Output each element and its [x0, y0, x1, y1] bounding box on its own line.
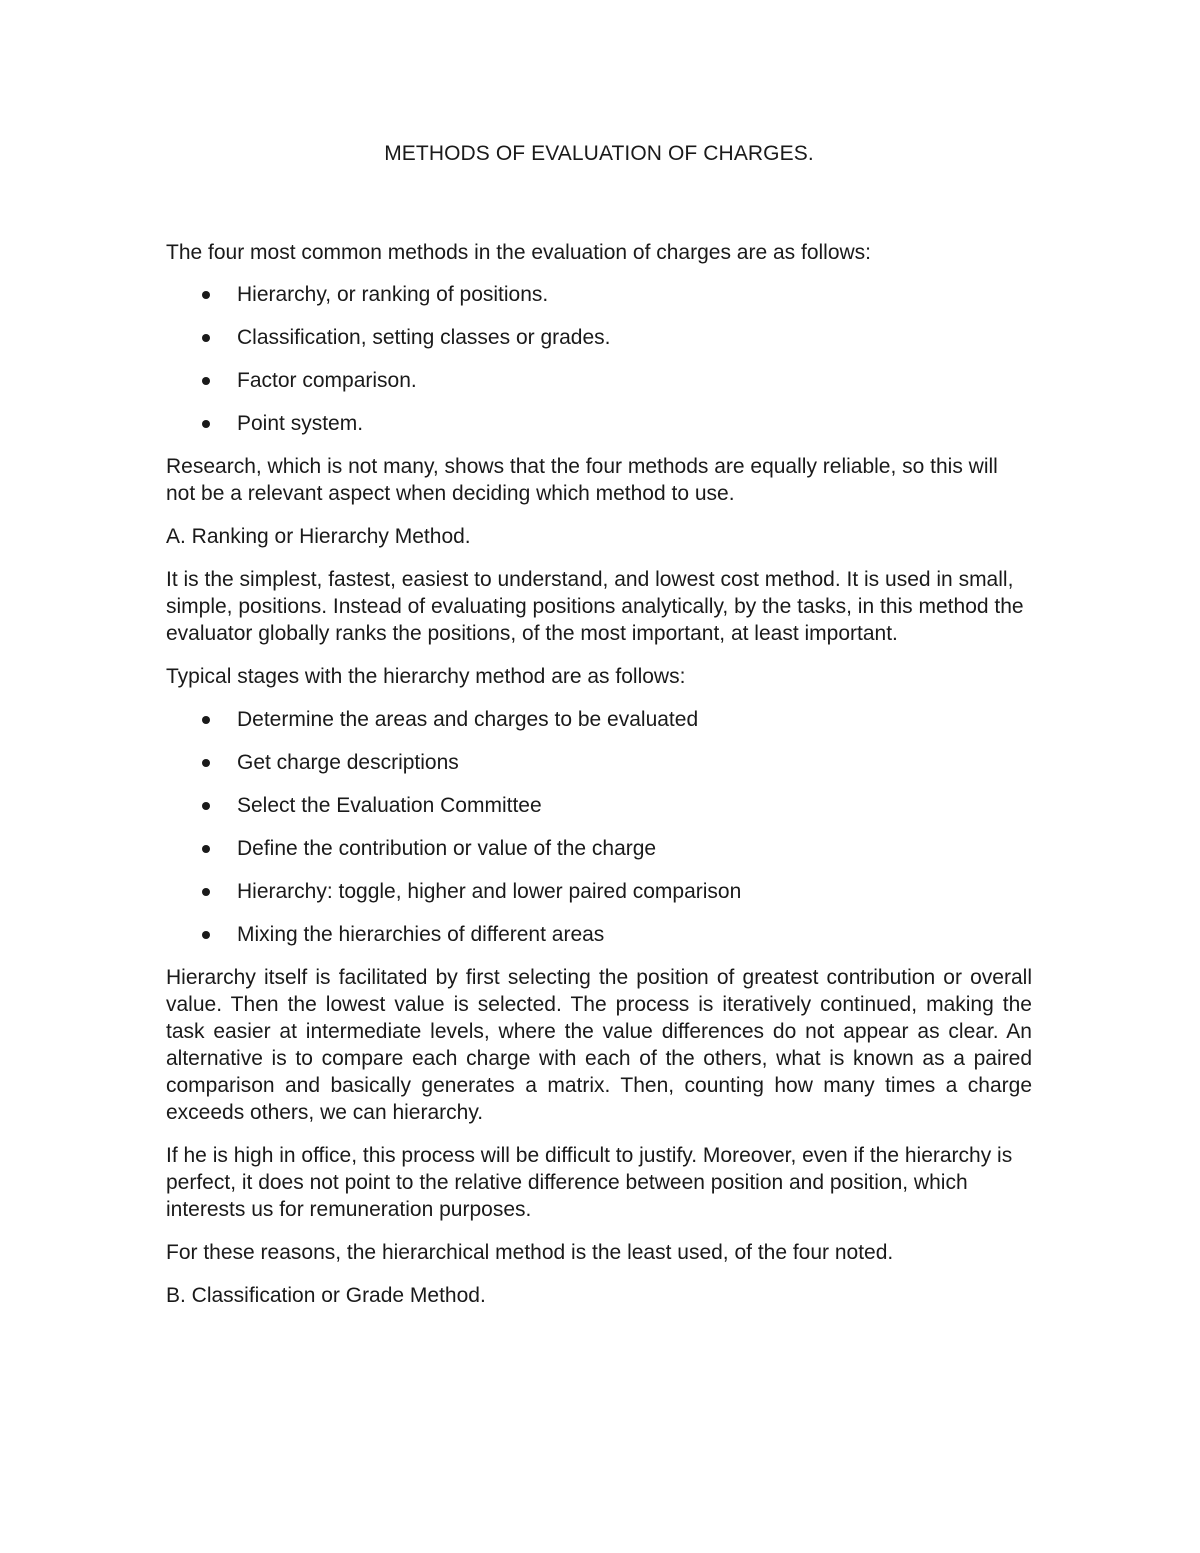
- bullet-icon: [202, 759, 210, 767]
- section-b-heading: B. Classification or Grade Method.: [166, 1284, 486, 1307]
- bullet-icon: [202, 845, 210, 853]
- list-item: [166, 835, 1032, 862]
- list-item: [166, 410, 1032, 437]
- section-a-paragraph: It is the simplest, fastest, easiest to understand, and lowest cost method. It is used in small, simple, positions. Instead of evaluating positions analytically, by the tasks, in this method the evaluator globally ranks the positions, of the most important, at least important.: [166, 568, 1024, 645]
- list-item-text: Hierarchy: toggle, higher and lower paired comparison: [237, 880, 742, 903]
- list-item-text: Define the contribution or value of the charge: [237, 837, 657, 860]
- list-item-text: Select the Evaluation Committee: [237, 794, 542, 817]
- document-page: [166, 140, 1032, 1325]
- list-item-text: Point system.: [237, 412, 364, 435]
- list-item-text: Classification, setting classes or grades.: [237, 326, 611, 349]
- stages-intro: Typical stages with the hierarchy method are as follows:: [166, 665, 686, 688]
- list-item: [166, 792, 1032, 819]
- list-item: [166, 878, 1032, 905]
- bullet-icon: [202, 420, 210, 428]
- list-item: [166, 749, 1032, 776]
- bullet-icon: [202, 888, 210, 896]
- list-item-text: Determine the areas and charges to be evaluated: [237, 708, 699, 731]
- methods-list: [166, 281, 1032, 437]
- bullet-icon: [202, 931, 210, 939]
- document-title: METHODS OF EVALUATION OF CHARGES.: [384, 142, 814, 165]
- list-item: [166, 367, 1032, 394]
- office-paragraph: If he is high in office, this process will be difficult to justify. Moreover, even if the hierarchy is perfect, it does not point to the relative difference between position and position, which interests us for remuneration purposes.: [166, 1144, 1013, 1221]
- bullet-icon: [202, 291, 210, 299]
- research-paragraph: Research, which is not many, shows that the four methods are equally reliable, so this will not be a relevant aspect when deciding which method to use.: [166, 455, 998, 505]
- list-item: [166, 706, 1032, 733]
- list-item-text: Hierarchy, or ranking of positions.: [237, 283, 549, 306]
- bullet-icon: [202, 802, 210, 810]
- stages-list: [166, 706, 1032, 948]
- list-item-text: Get charge descriptions: [237, 751, 459, 774]
- reasons-paragraph: For these reasons, the hierarchical method is the least used, of the four noted.: [166, 1241, 894, 1264]
- list-item-text: Mixing the hierarchies of different areas: [237, 923, 605, 946]
- intro-paragraph: The four most common methods in the evaluation of charges are as follows:: [166, 241, 872, 264]
- hierarchy-paragraph: Hierarchy itself is facilitated by first selecting the position of greatest contribution or overall value. Then the lowest value is selected. The process is iteratively continued, making the task easier at intermediate levels, where the value differences do not appear as clear. An alternative is to compare each charge with each of the others, what is known as a paired comparison and basically generates a matrix. Then, counting how many times a charge exceeds others, we can hierarchy.: [166, 966, 1032, 1124]
- list-item: [166, 921, 1032, 948]
- list-item-text: Factor comparison.: [237, 369, 417, 392]
- bullet-icon: [202, 716, 210, 724]
- bullet-icon: [202, 377, 210, 385]
- section-a-heading: A. Ranking or Hierarchy Method.: [166, 525, 471, 548]
- bullet-icon: [202, 334, 210, 342]
- list-item: [166, 281, 1032, 308]
- list-item: [166, 324, 1032, 351]
